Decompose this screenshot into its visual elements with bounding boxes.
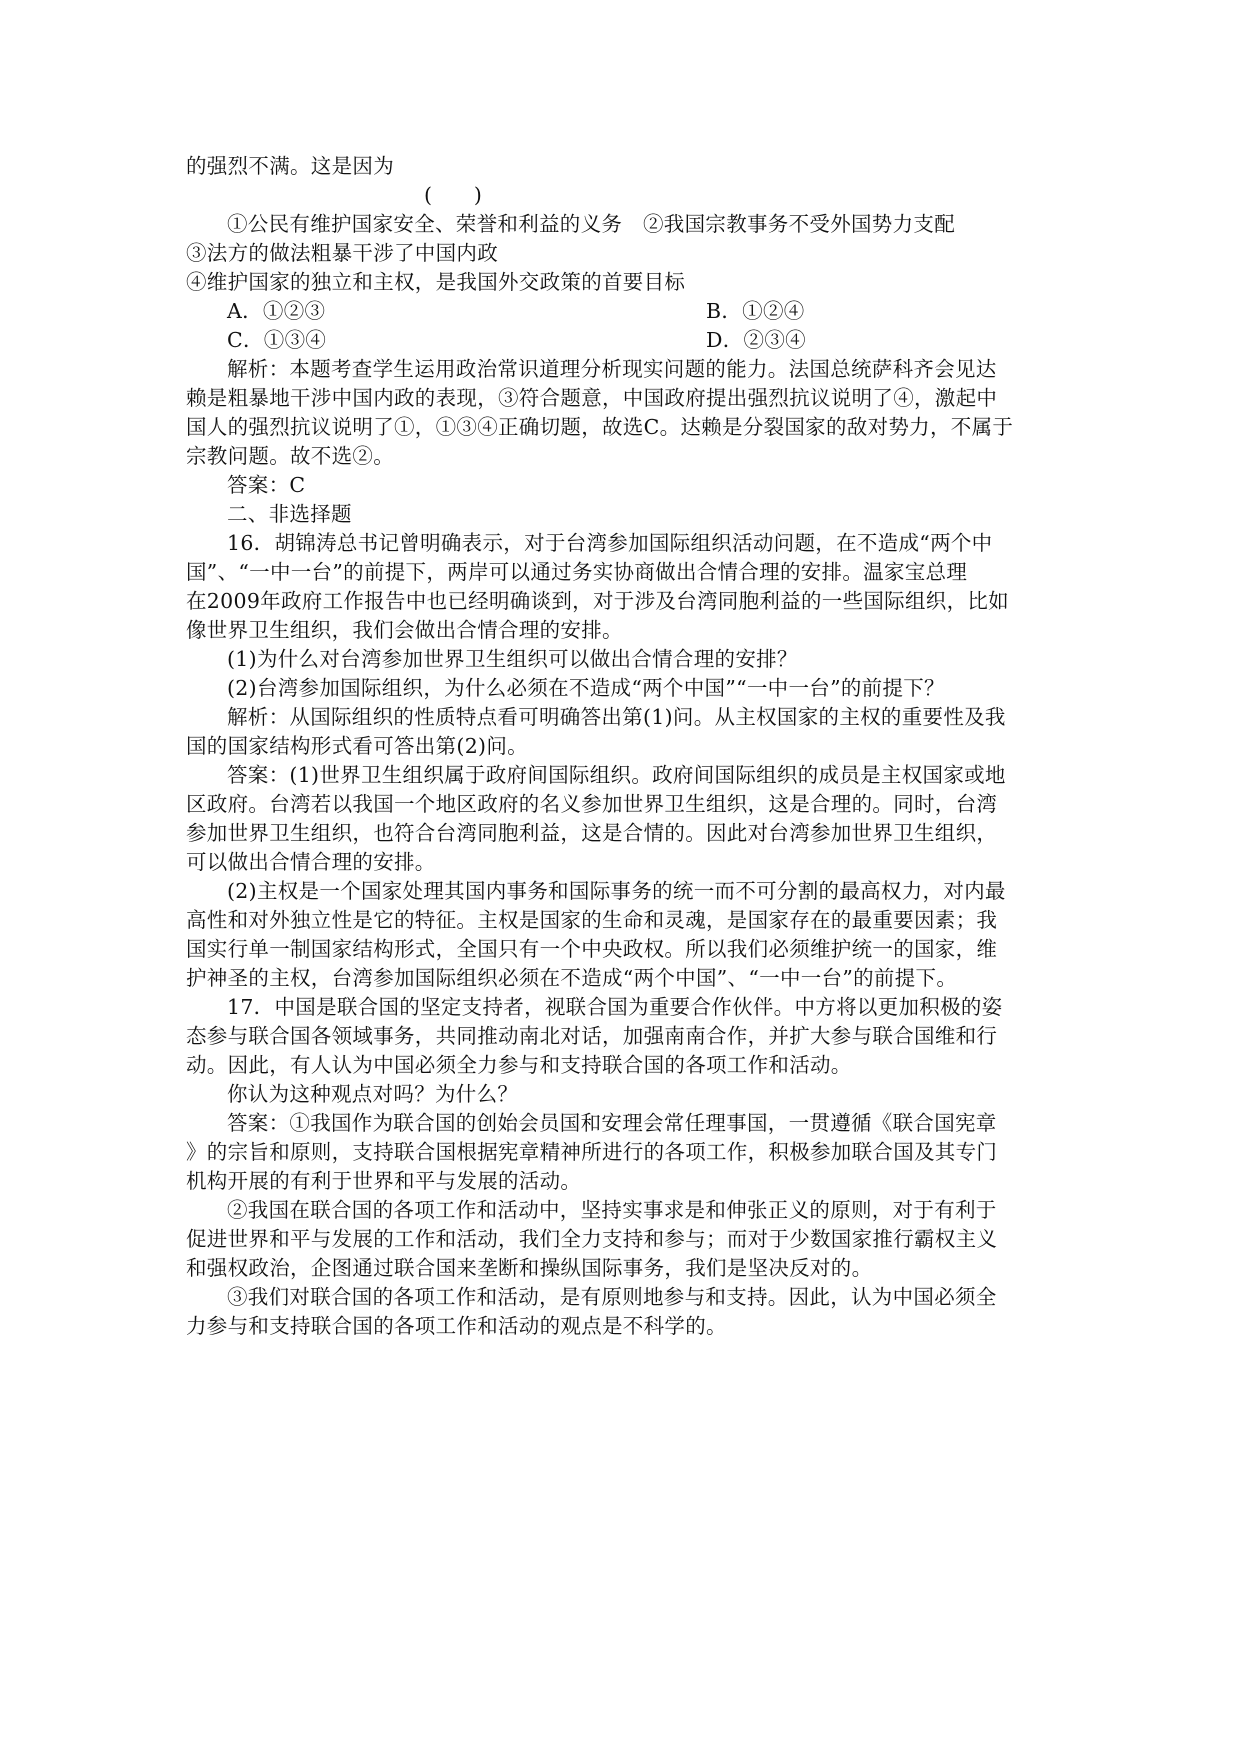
q15-options-row-1 — [186, 297, 1061, 326]
q16-answer-2-line: 国实行单一制国家结构形式，全国只有一个中央政权。所以我们必须维护统一的国家，维 — [186, 937, 998, 961]
q16-answer-2-line: 护神圣的主权，台湾参加国际组织必须在不造成“两个中国”、“一中一台”的前提下。 — [186, 966, 958, 990]
q17-answer-1-line: 答案：①我国作为联合国的创始会员国和安理会常任理事国，一贯遵循《联合国宪章 — [227, 1111, 997, 1135]
q15-analysis-line: 赖是粗暴地干涉中国内政的表现，③符合题意，中国政府提出强烈抗议说明了④，激起中 — [186, 386, 998, 410]
q15-answer-bracket: ( ) — [424, 183, 483, 207]
q15-option-d: D．②③④ — [706, 328, 806, 352]
q15-analysis-line: 国人的强烈抗议说明了①，①③④正确切题，故选C。达赖是分裂国家的敌对势力，不属于 — [186, 415, 1014, 439]
q15-option-c: C．①③④ — [227, 328, 327, 352]
q17-answer-1-line: 》的宗旨和原则，支持联合国根据宪章精神所进行的各项工作，积极参加联合国及其专门 — [186, 1140, 998, 1164]
q16-answer-2-line: (2)主权是一个国家处理其国内事务和国际事务的统一而不可分割的最高权力，对内最 — [227, 879, 1006, 903]
q17-answer-2-line: 和强权政治，企图通过联合国来垄断和操纵国际事务，我们是坚决反对的。 — [186, 1256, 873, 1280]
q16-stem-line: 国”、“一中一台”的前提下，两岸可以通过务实协商做出合情合理的安排。温家宝总理 — [186, 560, 968, 584]
q16-answer-1-line: 区政府。台湾若以我国一个地区政府的名义参加世界卫生组织，这是合理的。同时，台湾 — [186, 792, 998, 816]
q15-stem-tail: 的强烈不满。这是因为 — [186, 154, 394, 178]
q17-answer-1-line: 机构开展的有利于世界和平与发展的活动。 — [186, 1169, 582, 1193]
q17-answer-2-line: 促进世界和平与发展的工作和活动，我们全力支持和参与；而对于少数国家推行霸权主义 — [186, 1227, 998, 1251]
q16-subquestion-2: (2)台湾参加国际组织，为什么必须在不造成“两个中国”“一中一台”的前提下？ — [227, 676, 945, 700]
q15-options-row-2 — [186, 326, 1061, 355]
q15-statement-1-2: ①公民有维护国家安全、荣誉和利益的义务 ②我国宗教事务不受外国势力支配 — [227, 212, 955, 236]
q17-question: 你认为这种观点对吗？为什么？ — [227, 1082, 519, 1106]
q17-answer-3-line: ③我们对联合国的各项工作和活动，是有原则地参与和支持。因此，认为中国必须全 — [227, 1285, 997, 1309]
q15-statement-4: ④维护国家的独立和主权，是我国外交政策的首要目标 — [186, 270, 686, 294]
q16-answer-1-line: 参加世界卫生组织，也符合台湾同胞利益，这是合情的。因此对台湾参加世界卫生组织， — [186, 821, 998, 845]
q16-subquestion-1: (1)为什么对台湾参加世界卫生组织可以做出合情合理的安排？ — [227, 647, 798, 671]
q16-analysis-line: 解析：从国际组织的性质特点看可明确答出第(1)问。从主权国家的主权的重要性及我 — [227, 705, 1006, 729]
q16-answer-1-line: 答案：(1)世界卫生组织属于政府间国际组织。政府间国际组织的成员是主权国家或地 — [227, 763, 1006, 787]
q16-analysis-line: 国的国家结构形式看可答出第(2)问。 — [186, 734, 528, 758]
q17-stem-line: 态参与联合国各领域事务，共同推动南北对话，加强南南合作，并扩大参与联合国维和行 — [186, 1024, 998, 1048]
q15-option-b: B．①②④ — [706, 299, 805, 323]
q15-statement-3: ③法方的做法粗暴干涉了中国内政 — [186, 241, 498, 265]
q17-answer-3-line: 力参与和支持联合国的各项工作和活动的观点是不科学的。 — [186, 1314, 727, 1338]
q15-option-a: A．①②③ — [227, 299, 326, 323]
q15-analysis-line: 宗教问题。故不选②。 — [186, 444, 394, 468]
q15-analysis-line: 解析：本题考查学生运用政治常识道理分析现实问题的能力。法国总统萨科齐会见达 — [227, 357, 997, 381]
q17-stem-line: 17．中国是联合国的坚定支持者，视联合国为重要合作伙伴。中方将以更加积极的姿 — [227, 995, 1003, 1019]
q15-answer: 答案：C — [227, 473, 306, 497]
q16-stem-line: 16．胡锦涛总书记曾明确表示，对于台湾参加国际组织活动问题，在不造成“两个中 — [227, 531, 993, 555]
q16-answer-2-line: 高性和对外独立性是它的特征。主权是国家的生命和灵魂，是国家存在的最重要因素；我 — [186, 908, 998, 932]
q17-stem-line: 动。因此，有人认为中国必须全力参与和支持联合国的各项工作和活动。 — [186, 1053, 852, 1077]
q16-stem-line: 像世界卫生组织，我们会做出合情合理的安排。 — [186, 618, 623, 642]
section-title: 二、非选择题 — [227, 502, 352, 526]
q16-stem-line: 在2009年政府工作报告中也已经明确谈到，对于涉及台湾同胞利益的一些国际组织，比如 — [186, 589, 1009, 613]
q16-answer-1-line: 可以做出合情合理的安排。 — [186, 850, 436, 874]
document-body — [186, 152, 1061, 1341]
q17-answer-2-line: ②我国在联合国的各项工作和活动中，坚持实事求是和伸张正义的原则，对于有利于 — [227, 1198, 997, 1222]
